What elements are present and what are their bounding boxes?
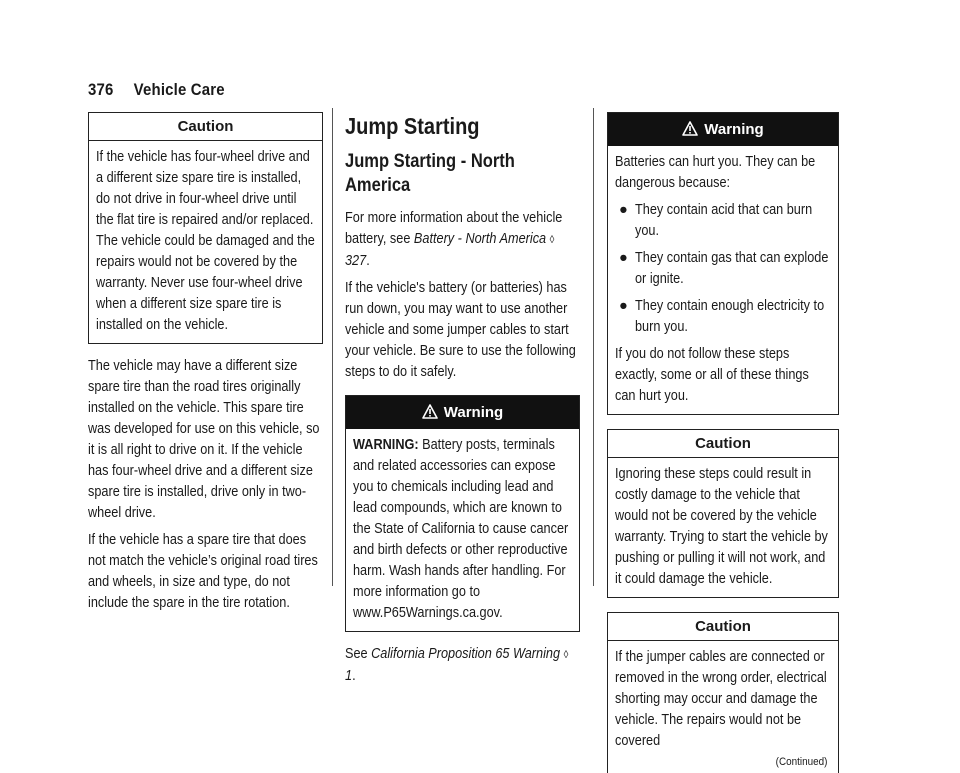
paragraph: See California Proposition 65 Warning ◊ 1.	[345, 646, 569, 684]
caution-title: Caution	[608, 613, 838, 641]
caution-box	[607, 612, 839, 773]
caution-title: Caution	[608, 430, 838, 458]
list-item: ● They contain enough electricity to burn you.	[619, 298, 825, 335]
caution-text: Ignoring these steps could result in costly damage to the vehicle that would not be covered by the vehicle warranty. Trying to start the vehicle by pushing or pulling it will not work, and it could damage the vehicle.	[615, 466, 828, 587]
warning-text: WARNING: Battery posts, terminals and related accessories can expose you to chemicals including lead and lead compounds, which are known to the State of California to cause cancer and birth defects or other reproductive harm. Wash hands after handling. For more information go to www.P65Warnings.ca.gov.	[353, 437, 569, 621]
warning-title: Warning	[443, 404, 504, 421]
warning-title-bar	[346, 396, 579, 429]
column-3	[607, 112, 839, 773]
paragraph: The vehicle may have a different size spare tire than the road tires originally installed on the vehicle. This spare tire was developed for use on this vehicle, so it is all right to drive on it. If the vehicle has four-wheel drive and a different size spare tire is installed, drive only in two-wheel drive.	[88, 358, 320, 521]
page-ref-icon: ◊	[563, 649, 569, 661]
page-reference[interactable]: 1	[345, 668, 353, 684]
bullet-icon: ●	[619, 202, 628, 218]
column-divider	[593, 108, 594, 586]
section-title: Vehicle Care	[133, 80, 225, 99]
column-1	[88, 112, 323, 620]
page-header	[88, 80, 225, 100]
column-2	[345, 112, 580, 693]
list-item: ● They contain acid that can burn you.	[619, 202, 813, 239]
bullet-list	[615, 200, 831, 338]
section-heading: Jump Starting	[345, 113, 480, 139]
paragraph: For more information about the vehicle battery, see Battery - North America ◊ 327.	[345, 210, 563, 269]
continued-label: (Continued)	[775, 756, 828, 768]
caution-text: If the jumper cables are connected or removed in the wrong order, electrical shorting may occur and damage the vehicle. The repairs would not be covered	[615, 649, 827, 749]
caution-box	[88, 112, 323, 344]
paragraph: If the vehicle has a spare tire that does not match the vehicle’s original road tires and wheels, in size and type, do not include the spare in the tire rotation.	[88, 532, 318, 611]
warning-title-bar	[608, 113, 838, 146]
warning-box	[345, 395, 580, 632]
list-item: ● They contain gas that can explode or ignite.	[619, 250, 829, 287]
warning-box	[607, 112, 839, 415]
page-number: 376	[88, 80, 114, 99]
warning-title: Warning	[704, 121, 764, 138]
column-divider	[332, 108, 333, 586]
bullet-icon: ●	[619, 298, 628, 314]
paragraph: If the vehicle's battery (or batteries) has run down, you may want to use another vehicle and some jumper cables to start your vehicle. Be sure to use the following steps to do it safely.	[345, 280, 576, 380]
warning-triangle-icon	[682, 121, 698, 136]
subsection-heading: Jump Starting - North America	[345, 151, 515, 196]
bullet-icon: ●	[619, 250, 628, 266]
caution-text: If the vehicle has four-wheel drive and a different size spare tire is installed, do not drive in four-wheel drive until the flat tire is repaired and/or replaced. The vehicle could be damaged and the repairs would not be covered by the warranty. Never use four-wheel drive when a different size spare tire is installed on the vehicle.	[96, 149, 315, 333]
cross-reference-link[interactable]: California Proposition 65 Warning	[371, 646, 561, 662]
caution-title: Caution	[89, 113, 322, 141]
warning-triangle-icon	[422, 404, 438, 419]
warning-intro: Batteries can hurt you. They can be dangerous because:	[615, 154, 816, 191]
page-ref-icon: ◊	[549, 234, 555, 246]
caution-box	[607, 429, 839, 598]
cross-reference-link[interactable]: Battery - North America	[413, 231, 547, 247]
page-reference[interactable]: 327	[345, 253, 367, 269]
warning-outro: If you do not follow these steps exactly, some or all of these things can hurt you.	[615, 346, 809, 404]
